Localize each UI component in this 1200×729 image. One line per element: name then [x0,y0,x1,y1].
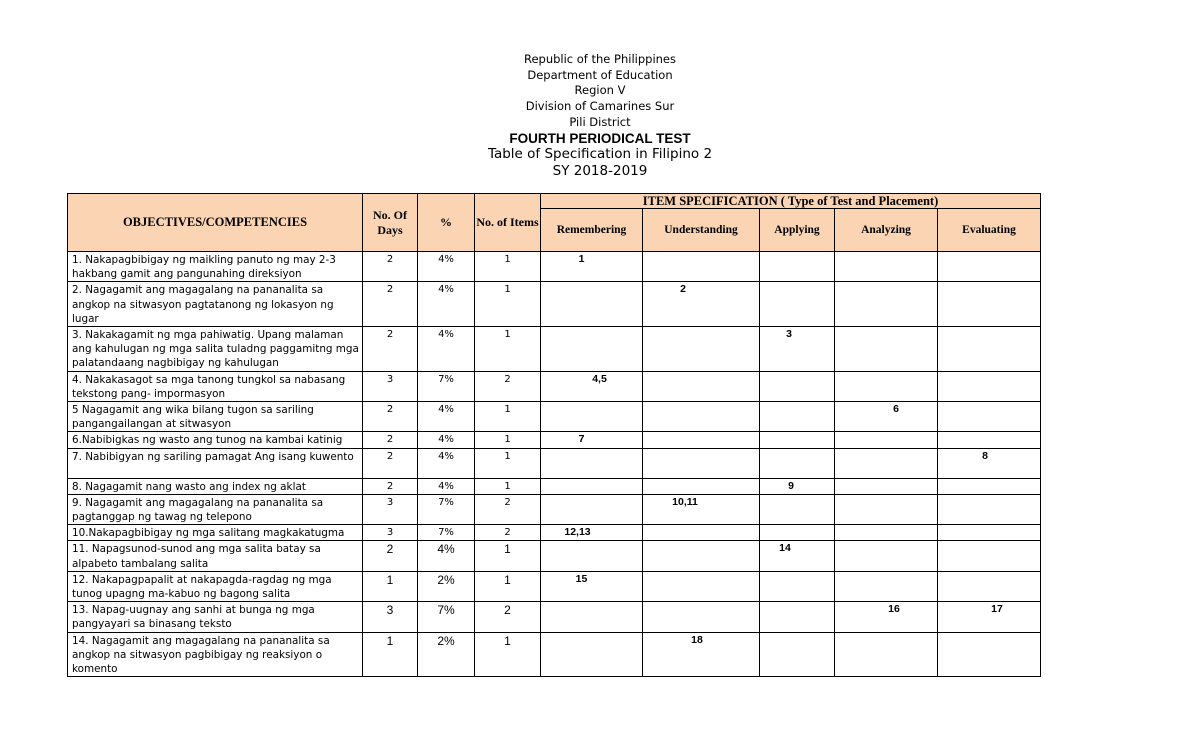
analyzing-cell-value: 16 [888,603,900,616]
items-cell: 2 [475,602,541,632]
specification-table [67,193,1041,677]
percent-cell: 4% [418,282,475,327]
republic-line: Republic of the Philippines [523,52,677,66]
analyzing-cell [835,327,938,372]
days-cell: 2 [363,432,418,448]
objective-cell: 7. Nabibigyan ng sariling pamagat Ang isang kuwento [68,448,363,478]
understanding-cell [643,252,760,282]
items-cell: 1 [475,478,541,494]
days-cell: 2 [363,541,418,571]
evaluating-cell [938,371,1041,401]
evaluating-cell [938,402,1041,432]
understanding-cell [643,432,760,448]
analyzing-cell [835,478,938,494]
objective-cell: 9. Nagagamit ang magagalang na pananalita sa pagtanggap ng tawag ng telepono [68,494,363,524]
table-row [68,478,1041,494]
understanding-cell-value: 2 [680,283,686,296]
evaluating-cell [938,571,1041,601]
understanding-cell-value: 18 [691,633,703,646]
analyzing-cell [835,602,938,632]
remembering-cell-value: 7 [578,433,585,446]
items-cell: 1 [475,282,541,327]
analyzing-cell [835,282,938,327]
remembering-header: Remembering [541,209,643,252]
evaluating-header: Evaluating [938,209,1041,252]
days-cell: 2 [363,282,418,327]
remembering-cell [541,252,643,282]
remembering-cell [541,327,643,372]
evaluating-cell [938,282,1041,327]
objectives-header: OBJECTIVES/COMPETENCIES [68,194,363,252]
percent-cell: 7% [418,602,475,632]
applying-cell [760,448,835,478]
table-row [68,525,1041,541]
analyzing-cell [835,448,938,478]
applying-cell [760,571,835,601]
evaluating-cell [938,632,1041,677]
evaluating-cell [938,494,1041,524]
items-cell: 1 [475,252,541,282]
table-row [68,602,1041,632]
analyzing-cell [835,432,938,448]
items-cell: 1 [475,632,541,677]
table-row [68,632,1041,677]
percent-cell: 7% [418,371,475,401]
objective-cell: 11. Napagsunod-sunod ang mga salita batay sa alpabeto tambalang salita [68,541,363,571]
remembering-cell [541,371,643,401]
objective-cell: 8. Nagagamit nang wasto ang index ng aklat [68,478,363,494]
objective-cell: 1. Nakapagbibigay ng maikling panuto ng may 2-3 hakbang gamit ang pangunahing direksiyon [68,252,363,282]
items-cell: 1 [475,571,541,601]
evaluating-cell [938,478,1041,494]
analyzing-cell [835,252,938,282]
table-row [68,327,1041,372]
applying-cell [760,402,835,432]
understanding-cell [643,632,760,677]
objective-cell: 3. Nakakagamit ng mga pahiwatig. Upang malaman ang kahulugan ng mga salita tuladng paggamitng mga palatandaang nagbibigay ng kahulugan [68,327,363,372]
objective-cell: 12. Nakapagpapalit at nakapagda-ragdag ng mga tunog upagng ma-kabuo ng bagong salita [68,571,363,601]
remembering-cell [541,282,643,327]
understanding-header: Understanding [643,209,760,252]
percent-header: % [418,194,475,252]
analyzing-cell [835,571,938,601]
evaluating-cell [938,448,1041,478]
days-cell: 1 [363,571,418,601]
days-cell: 2 [363,478,418,494]
days-cell: 2 [363,252,418,282]
objective-cell: 4. Nakakasagot sa mga tanong tungkol sa nabasang tekstong pang- impormasyon [68,371,363,401]
remembering-cell-value: 1 [578,253,585,265]
percent-cell: 2% [418,571,475,601]
understanding-cell [643,402,760,432]
remembering-cell-value: 4,5 [592,372,607,385]
objective-cell: 13. Napag-uugnay ang sanhi at bunga ng mga pangyayari sa binasang teksto [68,602,363,632]
evaluating-cell-value: 17 [991,603,1003,616]
items-cell: 1 [475,432,541,448]
percent-cell: 7% [418,494,475,524]
applying-cell-value: 14 [779,542,791,555]
department-line: Department of Education [527,67,673,82]
table-row [68,252,1041,282]
days-cell: 3 [363,525,418,541]
applying-cell-value: 9 [788,479,794,492]
division-line: Division of Camarines Sur [525,99,675,114]
analyzing-cell [835,494,938,524]
item-specification-header: ITEM SPECIFICATION ( Type of Test and Placement) [541,194,1041,209]
items-cell: 1 [475,402,541,432]
tos-subtitle: Table of Specification in Filipino 2 [487,146,713,163]
objective-cell: 14. Nagagamit ang magagalang na pananalita sa angkop na sitwasyon pagbibigay ng reaksiyon o komento [68,632,363,677]
understanding-cell [643,282,760,327]
objective-cell: 10.Nakapagbibigay ng mga salitang magkakatugma [68,525,363,541]
analyzing-cell [835,541,938,571]
applying-cell [760,478,835,494]
percent-cell: 4% [418,327,475,372]
days-cell: 1 [363,632,418,677]
table-row [68,541,1041,571]
applying-cell [760,525,835,541]
evaluating-cell [938,252,1041,282]
table-row [68,371,1041,401]
days-header: No. Of Days [363,194,418,252]
remembering-cell [541,632,643,677]
applying-cell [760,432,835,448]
table-row [68,494,1041,524]
percent-cell: 4% [418,478,475,494]
remembering-cell [541,494,643,524]
evaluating-cell-value: 8 [982,449,988,462]
understanding-cell [643,494,760,524]
table-row [68,448,1041,478]
region-line: Region V [574,83,626,98]
days-cell: 3 [363,494,418,524]
items-header: No. of Items [475,194,541,252]
days-cell: 3 [363,371,418,401]
table-row [68,282,1041,327]
items-cell: 1 [475,448,541,478]
document-header [0,52,1200,179]
remembering-cell [541,478,643,494]
objective-cell: 6.Nabibigkas ng wasto ang tunog na kambai katinig [68,432,363,448]
remembering-cell [541,448,643,478]
items-cell: 1 [475,541,541,571]
applying-cell [760,371,835,401]
applying-cell [760,252,835,282]
analyzing-cell [835,371,938,401]
applying-cell [760,541,835,571]
applying-header: Applying [760,209,835,252]
days-cell: 2 [363,327,418,372]
analyzing-cell-value: 6 [893,403,899,416]
applying-cell [760,602,835,632]
understanding-cell [643,541,760,571]
remembering-cell [541,541,643,571]
applying-cell [760,632,835,677]
percent-cell: 2% [418,632,475,677]
percent-cell: 7% [418,525,475,541]
remembering-cell-value: 12,13 [564,526,591,539]
table-row [68,571,1041,601]
items-cell: 2 [475,525,541,541]
analyzing-header: Analyzing [835,209,938,252]
understanding-cell [643,525,760,541]
remembering-cell [541,432,643,448]
percent-cell: 4% [418,448,475,478]
table-row [68,432,1041,448]
understanding-cell [643,478,760,494]
evaluating-cell [938,541,1041,571]
understanding-cell [643,571,760,601]
applying-cell [760,327,835,372]
evaluating-cell [938,432,1041,448]
applying-cell [760,282,835,327]
school-year: SY 2018-2019 [552,162,648,179]
analyzing-cell [835,402,938,432]
district-line: Pili District [569,114,631,129]
percent-cell: 4% [418,432,475,448]
remembering-cell [541,525,643,541]
table-row [68,402,1041,432]
items-cell: 1 [475,327,541,372]
items-cell: 2 [475,494,541,524]
days-cell: 2 [363,448,418,478]
evaluating-cell [938,327,1041,372]
applying-cell-value: 3 [786,328,792,341]
analyzing-cell [835,525,938,541]
days-cell: 2 [363,402,418,432]
days-cell: 3 [363,602,418,632]
remembering-cell [541,571,643,601]
understanding-cell [643,448,760,478]
evaluating-cell [938,602,1041,632]
remembering-cell [541,402,643,432]
percent-cell: 4% [418,541,475,571]
test-title: FOURTH PERIODICAL TEST [509,131,691,147]
applying-cell [760,494,835,524]
understanding-cell [643,602,760,632]
objective-cell: 5 Nagagamit ang wika bilang tugon sa sariling pangangailangan at sitwasyon [68,402,363,432]
objective-cell: 2. Nagagamit ang magagalang na pananalita sa angkop na sitwasyon pagtatanong ng lokasyon ng lugar [68,282,363,327]
analyzing-cell [835,632,938,677]
percent-cell: 4% [418,402,475,432]
remembering-cell [541,602,643,632]
remembering-cell-value: 15 [575,572,588,585]
items-cell: 2 [475,371,541,401]
evaluating-cell [938,525,1041,541]
understanding-cell [643,371,760,401]
understanding-cell-value: 10,11 [672,495,698,508]
understanding-cell [643,327,760,372]
percent-cell: 4% [418,252,475,282]
